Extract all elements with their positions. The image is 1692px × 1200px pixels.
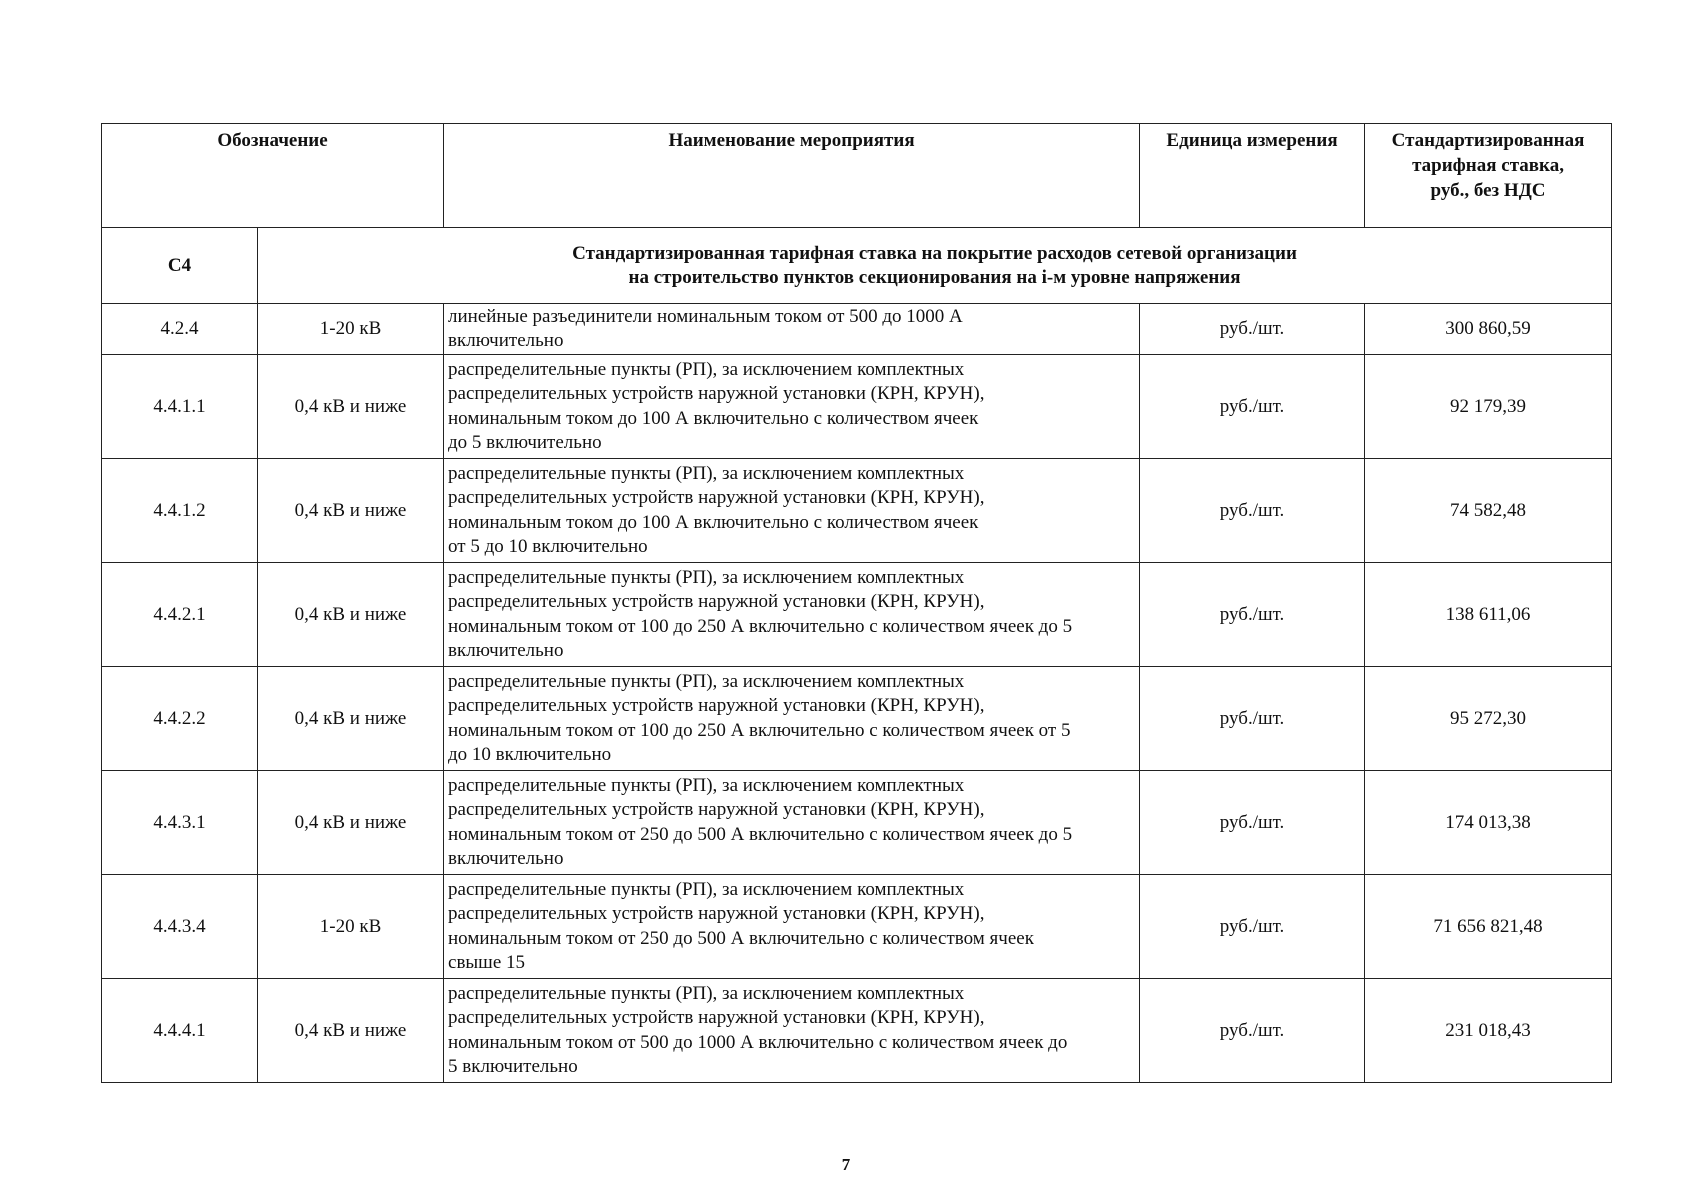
- row-rate: 74 582,48: [1365, 459, 1612, 563]
- row-code: 4.4.1.2: [102, 459, 258, 563]
- row-activity-name: [444, 563, 1140, 667]
- row-activity-name: [444, 667, 1140, 771]
- header-activity-name: Наименование мероприятия: [444, 124, 1140, 228]
- row-activity-name-line: номинальным током до 100 А включительно с количеством ячеек: [448, 511, 979, 533]
- header-rate: [1365, 124, 1612, 228]
- table-header-row: [102, 124, 1612, 228]
- row-code: 4.4.4.1: [102, 979, 258, 1083]
- header-unit: Единица измерения: [1140, 124, 1365, 228]
- row-unit: руб./шт.: [1140, 304, 1365, 355]
- row-activity-name-line: включительно: [448, 848, 564, 869]
- row-activity-name-line: распределительных устройств наружной установки (КРН, КРУН),: [448, 695, 985, 716]
- row-activity-name-line: до 5 включительно: [448, 432, 602, 453]
- table-row: [102, 667, 1612, 771]
- row-activity-name-line: включительно: [448, 640, 564, 661]
- row-code: 4.4.3.1: [102, 771, 258, 875]
- row-activity-name-line: номинальным током от 250 до 500 А включительно с количеством ячеек: [448, 927, 1034, 949]
- row-activity-name: [444, 355, 1140, 459]
- row-activity-name-line: распределительных устройств наружной установки (КРН, КРУН),: [448, 591, 985, 612]
- table-row: [102, 979, 1612, 1083]
- row-activity-name-line: номинальным током от 500 до 1000 А включительно с количеством ячеек до: [448, 1031, 1068, 1053]
- section-title: [258, 228, 1612, 304]
- header-rate-line2: тарифная ставка,: [1412, 155, 1564, 176]
- row-activity-name-line: распределительных устройств наружной установки (КРН, КРУН),: [448, 799, 985, 820]
- row-activity-name-line: распределительных устройств наружной установки (КРН, КРУН),: [448, 487, 985, 508]
- header-rate-line1: Стандартизированная: [1391, 130, 1585, 151]
- section-title-line1: Стандартизированная тарифная ставка на покрытие расходов сетевой организации: [572, 242, 1297, 264]
- row-rate: 71 656 821,48: [1365, 875, 1612, 979]
- row-unit: руб./шт.: [1140, 771, 1365, 875]
- row-rate: 174 013,38: [1365, 771, 1612, 875]
- row-voltage: 0,4 кВ и ниже: [258, 667, 444, 771]
- page-number: 7: [841, 1155, 851, 1174]
- row-code: 4.2.4: [102, 304, 258, 355]
- row-voltage: 0,4 кВ и ниже: [258, 563, 444, 667]
- row-activity-name: [444, 771, 1140, 875]
- row-unit: руб./шт.: [1140, 459, 1365, 563]
- row-activity-name-line: номинальным током от 100 до 250 А включительно с количеством ячеек от 5: [448, 719, 1071, 741]
- row-activity-name-line: распределительные пункты (РП), за исключением комплектных: [448, 462, 965, 484]
- row-activity-name-line: номинальным током от 250 до 500 А включительно с количеством ячеек до 5: [448, 823, 1073, 845]
- row-voltage: 1-20 кВ: [258, 304, 444, 355]
- row-unit: руб./шт.: [1140, 875, 1365, 979]
- table-row: [102, 355, 1612, 459]
- row-rate: 300 860,59: [1365, 304, 1612, 355]
- row-activity-name: [444, 979, 1140, 1083]
- row-voltage: 0,4 кВ и ниже: [258, 459, 444, 563]
- row-code: 4.4.1.1: [102, 355, 258, 459]
- tariff-table: [101, 123, 1612, 1083]
- table-row: [102, 875, 1612, 979]
- row-activity-name-line: номинальным током от 100 до 250 А включительно с количеством ячеек до 5: [448, 615, 1073, 637]
- row-rate: 138 611,06: [1365, 563, 1612, 667]
- row-activity-name-line: распределительные пункты (РП), за исключением комплектных: [448, 982, 965, 1004]
- row-voltage: 1-20 кВ: [258, 875, 444, 979]
- row-activity-name-line: распределительные пункты (РП), за исключением комплектных: [448, 358, 965, 380]
- row-activity-name-line: номинальным током до 100 А включительно с количеством ячеек: [448, 407, 979, 429]
- row-code: 4.4.2.1: [102, 563, 258, 667]
- row-activity-name-line: включительно: [448, 330, 564, 351]
- row-activity-name-line: распределительных устройств наружной установки (КРН, КРУН),: [448, 1007, 985, 1028]
- row-activity-name: [444, 459, 1140, 563]
- row-voltage: 0,4 кВ и ниже: [258, 771, 444, 875]
- row-activity-name-line: до 10 включительно: [448, 744, 612, 765]
- header-designation: Обозначение: [102, 124, 444, 228]
- row-rate: 95 272,30: [1365, 667, 1612, 771]
- row-unit: руб./шт.: [1140, 979, 1365, 1083]
- row-activity-name-line: от 5 до 10 включительно: [448, 536, 648, 557]
- row-activity-name-line: распределительные пункты (РП), за исключением комплектных: [448, 878, 965, 900]
- row-unit: руб./шт.: [1140, 667, 1365, 771]
- row-activity-name-line: распределительные пункты (РП), за исключением комплектных: [448, 670, 965, 692]
- row-unit: руб./шт.: [1140, 355, 1365, 459]
- row-activity-name: [444, 304, 1140, 355]
- row-activity-name-line: распределительных устройств наружной установки (КРН, КРУН),: [448, 903, 985, 924]
- table-row: [102, 459, 1612, 563]
- row-activity-name-line: распределительные пункты (РП), за исключением комплектных: [448, 566, 965, 588]
- row-code: 4.4.2.2: [102, 667, 258, 771]
- table-row: [102, 771, 1612, 875]
- row-unit: руб./шт.: [1140, 563, 1365, 667]
- table-row: [102, 304, 1612, 355]
- row-rate: 92 179,39: [1365, 355, 1612, 459]
- row-activity-name: [444, 875, 1140, 979]
- row-activity-name-line: 5 включительно: [448, 1056, 578, 1077]
- section-code: С4: [102, 228, 258, 304]
- row-activity-name-line: свыше 15: [448, 952, 525, 973]
- header-rate-line3: руб., без НДС: [1430, 180, 1546, 201]
- row-activity-name-line: распределительных устройств наружной установки (КРН, КРУН),: [448, 383, 985, 404]
- table-row: [102, 563, 1612, 667]
- section-title-line2: на строительство пунктов секционирования на i-м уровне напряжения: [628, 266, 1241, 288]
- row-voltage: 0,4 кВ и ниже: [258, 355, 444, 459]
- row-activity-name-line: распределительные пункты (РП), за исключением комплектных: [448, 774, 965, 796]
- tariff-table-container: [101, 123, 1611, 1083]
- row-code: 4.4.3.4: [102, 875, 258, 979]
- row-voltage: 0,4 кВ и ниже: [258, 979, 444, 1083]
- row-activity-name-line: линейные разъединители номинальным током от 500 до 1000 А: [448, 305, 963, 327]
- row-rate: 231 018,43: [1365, 979, 1612, 1083]
- section-row: [102, 228, 1612, 304]
